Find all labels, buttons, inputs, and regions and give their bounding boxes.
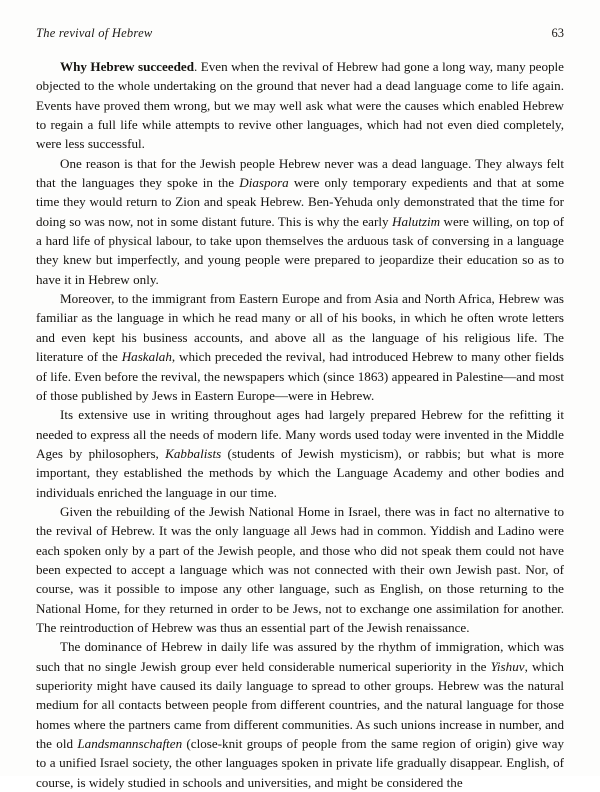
paragraph-text: Its extensive use in writing throughout ages had largely prepared Hebrew for the refitting it needed to express all the needs of modern life. Many words used today were invented in the Middle Ages by philosophers,	[36, 407, 564, 461]
paragraph-text: Given the rebuilding of the Jewish National Home in Israel, there was in fact no alternative to the revival of Hebrew. It was the only language all Jews had in common. Yiddish and Ladino were each spoken only by a part of the Jewish people, and those who did not speak them could not have been expected to accept a language which was not connected with their own Jewish past. Nor, of course, was it possible to impose any other language, such as English, on those returning to the National Home, for they returned in order to be Jews, not to exchange one assimilation for another. The reintroduction of Hebrew was thus an essential part of the Jewish renaissance.	[36, 503, 564, 635]
paragraph-extensive-use	[36, 405, 564, 502]
italic-term-halutzim: Halutzim	[392, 213, 441, 229]
paragraph-moreover-immigrant	[36, 289, 564, 405]
paragraph-given-rebuilding	[36, 502, 564, 637]
paragraph-lead-in: Why Hebrew succeeded	[60, 59, 194, 74]
paragraph-text: were only temporary expedients and that at some time they would return to Zion and speak Hebrew. Ben-Yehuda only demonstrated that the time for doing so was now, not in some distant future. This is why the early	[36, 175, 565, 229]
italic-term-kabbalists: Kabbalists	[165, 445, 222, 461]
paragraph-dominance	[36, 637, 564, 792]
paragraph-text: , which superiority might have caused its daily language to spread to other groups. Hebrew was the natural medium for all contacts between people from different countries, and the natural language for those homes where the partners came from different communities. As such unions increase in number, and the old	[36, 658, 564, 752]
paragraph-text: (students of Jewish mysticism), or rabbis; but what is more important, they established the methods by which the Language Academy and other bodies and individuals enriched the language in our time.	[36, 445, 564, 500]
running-head	[36, 26, 564, 44]
paragraph-text: (close-knit groups of people from the same region of origin) give way to a unified Israel society, the other languages spoken in private life gradually disappear. English, of course, is widely studied in schools and universities, and might be considered the	[36, 736, 564, 790]
italic-term-yishuv: Yishuv	[490, 658, 525, 674]
running-head-title: The revival of Hebrew	[36, 26, 153, 40]
italic-term-haskalah: Haskalah	[121, 349, 172, 365]
paragraph-why-hebrew-succeeded	[36, 57, 564, 154]
italic-term-landsmannschaften: Landsmannschaften	[77, 736, 183, 752]
paragraph-text: One reason is that for the Jewish people Hebrew never was a dead language. They always felt that the languages they spoke in the	[36, 155, 564, 191]
paragraph-text: were willing, on top of a hard life of physical labour, to take upon themselves the arduous task of conversing in a language they knew but imperfectly, and young people were prepared to jeopardize their education so as to have it in Hebrew only.	[36, 213, 564, 287]
paragraph-text: The dominance of Hebrew in daily life was assured by the rhythm of immigration, which was such that no single Jewish group ever held considerable numerical superiority in the	[36, 639, 564, 674]
paragraph-text: . Even when the revival of Hebrew had gone a long way, many people objected to the whole undertaking on the ground that never had a dead language come to life again. Events have proved them wrong, but we may well ask what were the causes which enabled Hebrew to regain a full life while attempts to revive other languages, which had not even died completely, were less successful.	[36, 59, 564, 152]
paragraph-text: Moreover, to the immigrant from Eastern Europe and from Asia and North Africa, Hebrew was familiar as the language in which he read many or all of his books, in which he often wrote letters and even kept his business accounts, and above all as the language of his religious life. The literature of the	[36, 291, 564, 365]
paragraph-one-reason	[36, 154, 564, 289]
italic-term-diaspora: Diaspora	[239, 175, 289, 191]
page-number: 63	[551, 26, 564, 40]
paragraph-text: , which preceded the revival, had introduced Hebrew to many other fields of life. Even before the revival, the newspapers which (since 1863) appeared in Palestine—and most of those published by Jews in Eastern Europe—were in Hebrew.	[36, 349, 564, 403]
body-text-block	[36, 57, 564, 792]
